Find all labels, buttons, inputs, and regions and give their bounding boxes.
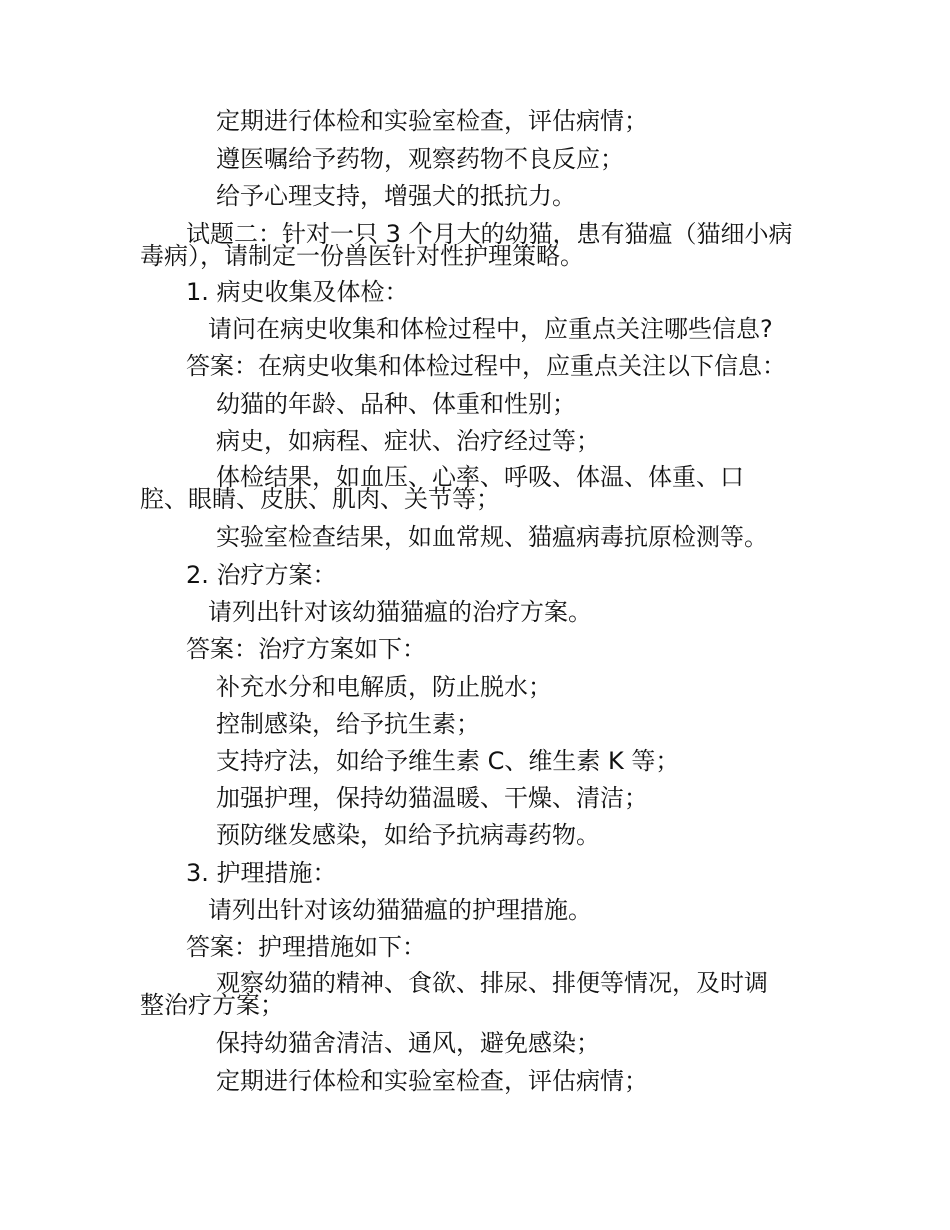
- intro-item-1: 定期进行体检和实验室检查，评估病情；: [216, 107, 648, 135]
- intro-item-3: 给予心理支持，增强犬的抵抗力。: [216, 182, 576, 210]
- section2-answer: 答案：治疗方案如下：: [186, 635, 426, 663]
- section1-last-item: 实验室检查结果，如血常规、猫瘟病毒抗原检测等。: [216, 523, 768, 551]
- section1-item-2: 病史，如病程、症状、治疗经过等；: [216, 427, 600, 455]
- section2-question: 请列出针对该幼猫猫瘟的治疗方案。: [208, 598, 592, 626]
- section3-wrapped-item-line1: 观察幼猫的精神、食欲、排尿、排便等情况，及时调: [216, 969, 768, 997]
- section3-heading: 3. 护理措施：: [186, 859, 337, 887]
- section2-item-3: 支持疗法，如给予维生素 C、维生素 K 等；: [216, 747, 680, 775]
- section3-question: 请列出针对该幼猫猫瘟的护理措施。: [208, 896, 592, 924]
- intro-item-2: 遵医嘱给予药物，观察药物不良反应；: [216, 145, 624, 173]
- section3-answer: 答案：护理措施如下：: [186, 933, 426, 961]
- section1-item-1: 幼猫的年龄、品种、体重和性别；: [216, 390, 576, 418]
- section2-item-2: 控制感染，给予抗生素；: [216, 710, 480, 738]
- section2-item-4: 加强护理，保持幼猫温暖、干燥、清洁；: [216, 784, 648, 812]
- section1-answer: 答案：在病史收集和体检过程中，应重点关注以下信息：: [186, 352, 786, 380]
- section2-item-5: 预防继发感染，如给予抗病毒药物。: [216, 821, 600, 849]
- section1-wrapped-item-line1: 体检结果，如血压、心率、呼吸、体温、体重、口: [216, 463, 744, 491]
- question-title-line2: 毒病），请制定一份兽医针对性护理策略。: [140, 242, 584, 270]
- section2-item-1: 补充水分和电解质，防止脱水；: [216, 673, 552, 701]
- section2-heading: 2. 治疗方案：: [186, 561, 337, 589]
- section3-item-1: 保持幼猫舍清洁、通风，避免感染；: [216, 1029, 600, 1057]
- section1-question: 请问在病史收集和体检过程中，应重点关注哪些信息?: [208, 315, 773, 343]
- section1-heading: 1. 病史收集及体检：: [186, 278, 409, 306]
- question-title-line1: 试题二：针对一只 3 个月大的幼猫，患有猫瘟（猫细小病: [186, 220, 793, 248]
- section3-wrapped-item-line2: 整治疗方案；: [140, 991, 284, 1019]
- section3-item-2: 定期进行体检和实验室检查，评估病情；: [216, 1067, 648, 1095]
- section1-wrapped-item-line2: 腔、眼睛、皮肤、肌肉、关节等；: [140, 485, 500, 513]
